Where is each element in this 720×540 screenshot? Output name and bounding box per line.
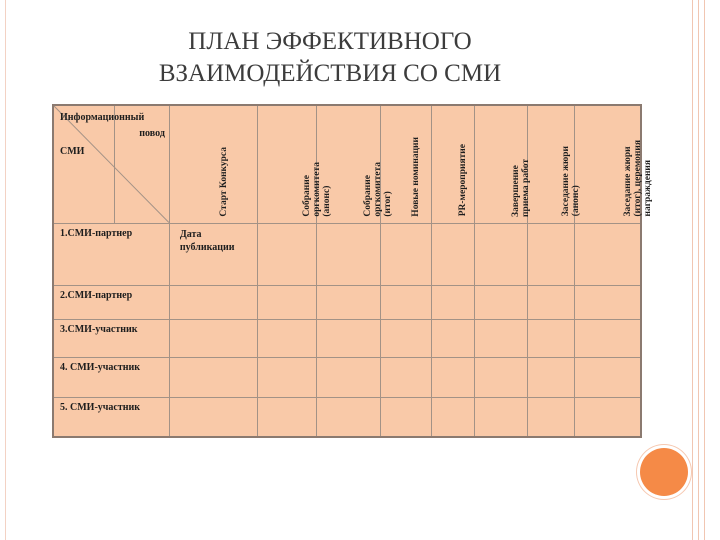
title-line-2: ВЗАИМОДЕЙСТВИЯ СО СМИ — [158, 60, 502, 87]
table-cell — [380, 319, 431, 357]
table-cell — [380, 223, 431, 285]
corner-diagonal — [54, 106, 169, 223]
table-cell — [258, 285, 317, 319]
table-cell — [528, 285, 575, 319]
row-label: 2.СМИ-партнер — [53, 285, 169, 319]
column-header-label: PR-мероприятие — [457, 144, 468, 217]
table-cell — [474, 397, 527, 437]
table-row — [53, 357, 641, 397]
table-cell — [575, 397, 641, 437]
title-line-1: ПЛАН ЭФФЕКТИВНОГО — [188, 28, 472, 55]
column-header-label: Завершение приема работ — [510, 158, 531, 217]
column-header — [431, 105, 474, 223]
table-cell — [258, 357, 317, 397]
publication-date-note: Дата публикации — [169, 223, 257, 285]
column-header-label: Старт Конкурса — [218, 146, 229, 217]
corner-label-media: СМИ — [60, 146, 85, 157]
column-header — [474, 105, 531, 223]
header-row — [53, 105, 641, 223]
column-header — [317, 105, 394, 223]
table-cell — [169, 285, 257, 319]
corner-label-reason: повод — [139, 128, 165, 139]
table-cell — [169, 319, 257, 357]
table-cell — [528, 357, 575, 397]
column-header — [528, 105, 582, 223]
table-cell — [169, 397, 257, 437]
corner-label-info: Информационный — [60, 112, 145, 123]
column-header-label: Заседание жюри (анонс) — [561, 146, 582, 217]
table-cell — [528, 397, 575, 437]
table-row — [53, 319, 641, 357]
table-row — [53, 285, 641, 319]
column-header — [169, 105, 257, 223]
row-label: 4. СМИ-участник — [53, 357, 169, 397]
table-cell — [528, 223, 575, 285]
row-label: 5. СМИ-участник — [53, 397, 169, 437]
table-cell — [575, 223, 641, 285]
table-cell — [575, 285, 641, 319]
table-cell — [575, 357, 641, 397]
table-cell — [317, 223, 380, 285]
column-header-label: Собрание оргкомитета (итог) — [363, 161, 394, 217]
table-cell — [317, 397, 380, 437]
table-cell — [474, 319, 527, 357]
table-cell — [575, 319, 641, 357]
table-cell — [431, 285, 474, 319]
table-cell — [528, 319, 575, 357]
table-cell — [258, 397, 317, 437]
media-plan-table — [52, 104, 653, 438]
table-cell — [380, 285, 431, 319]
table-cell — [474, 285, 527, 319]
table-row — [53, 397, 641, 437]
slide-right-border — [688, 0, 720, 540]
table-cell — [431, 223, 474, 285]
column-header — [380, 105, 431, 223]
column-header-label: Заседание жюри (итог), церемония награждения — [622, 139, 653, 217]
table-cell — [317, 357, 380, 397]
table-cell — [380, 357, 431, 397]
row-label: 3.СМИ-участник — [53, 319, 169, 357]
column-header-label: Новые номинации — [410, 136, 421, 217]
decorative-circle — [640, 448, 688, 496]
table-cell — [258, 319, 317, 357]
table-cell — [317, 285, 380, 319]
table-cell — [431, 357, 474, 397]
slide-title — [60, 26, 600, 90]
table-cell — [258, 223, 317, 285]
corner-header-cell — [53, 105, 169, 223]
table-cell — [380, 397, 431, 437]
row-label: 1.СМИ-партнер — [53, 223, 169, 285]
column-header — [575, 105, 653, 223]
column-header — [258, 105, 333, 223]
table-cell — [169, 357, 257, 397]
table-cell — [431, 397, 474, 437]
table-cell — [474, 223, 527, 285]
slide-left-border — [0, 0, 6, 540]
table-cell — [431, 319, 474, 357]
table-cell — [474, 357, 527, 397]
table-row — [53, 223, 641, 285]
column-header-label: Собрание оргкомитета (анонс) — [302, 161, 333, 217]
table-cell — [317, 319, 380, 357]
